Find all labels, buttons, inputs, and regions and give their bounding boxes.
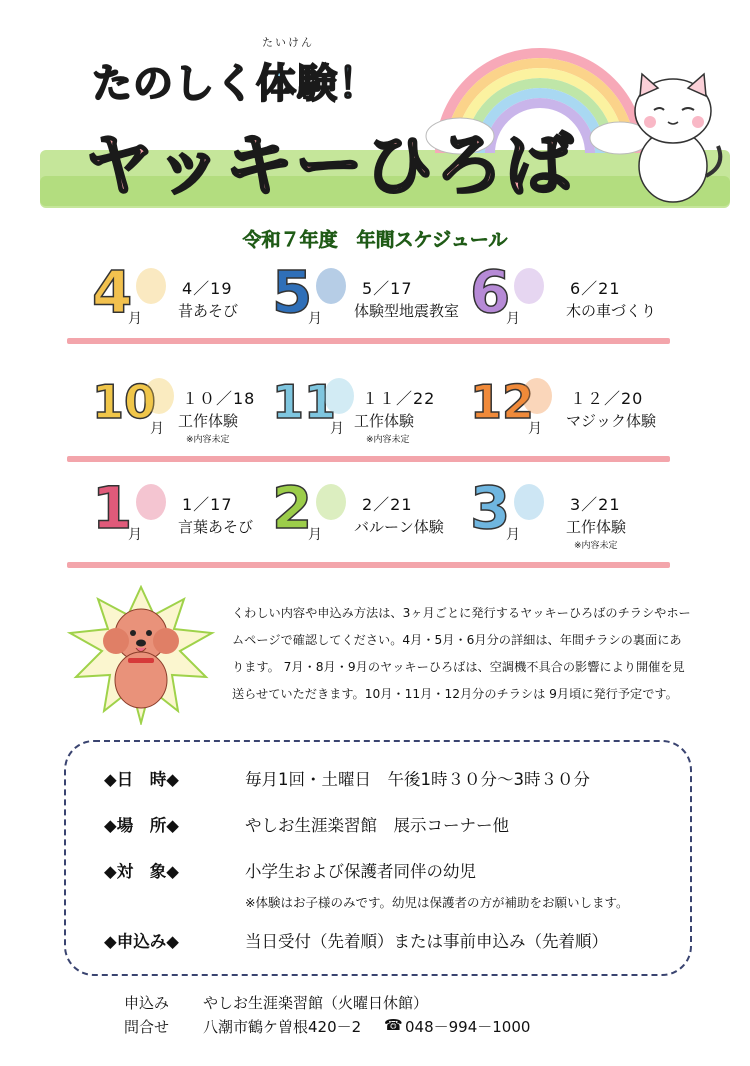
event-activity: 工作体験 [178,412,239,430]
month-illustration-icon [316,268,346,304]
month-illustration-icon [324,378,354,414]
month-illustration-icon [144,378,174,414]
month-char: 月 [308,527,322,543]
month-number: 3 [470,474,511,542]
month-illustration-icon [136,484,166,520]
event-activity: マジック体験 [566,412,657,430]
month-char: 月 [330,421,344,437]
datetime-value: 毎月1回・土曜日 午後1時３０分～3時３０分 [245,770,590,789]
subtitle: たのしく体験！ [92,61,379,107]
event-date: 1／17 [182,495,233,514]
event-date: １０／18 [182,389,256,408]
month-number: 2 [272,474,313,542]
month-illustration-icon [514,268,544,304]
event-date: 5／17 [362,279,413,298]
apply-value: 当日受付（先着順）または事前申込み（先着順） [245,932,608,951]
month-cell [470,372,657,444]
event-activity: 言葉あそび [178,518,254,536]
month-illustration-icon [316,484,346,520]
month-char: 月 [528,421,542,437]
month-number: 4 [92,258,133,326]
cat-mascot-icon [618,66,728,206]
event-note: ※内容未定 [186,435,230,445]
target-note: ※体験はお子様のみです。幼児は保護者の方が補助をお願いします。 [245,895,629,910]
event-date: 4／19 [182,279,233,298]
event-date: １１／22 [362,389,436,408]
month-illustration-icon [522,378,552,414]
month-cell [272,372,450,444]
poodle-dog-icon [66,585,216,725]
divider [67,562,670,568]
month-cell [272,474,450,550]
divider [67,456,670,462]
place-label: ◆場 所◆ [104,816,179,835]
month-char: 月 [128,311,142,327]
event-date: 6／21 [570,279,621,298]
event-activity: 木の車づくり [566,302,657,320]
phone-icon: ☎ [384,1016,403,1034]
footer-address: 八潮市鶴ケ曽根420－2 [203,1018,362,1036]
month-char: 月 [150,421,164,437]
month-cell [92,258,270,334]
footer-apply-value: やしお生涯楽習館（火曜日休館） [203,994,429,1012]
datetime-label: ◆日 時◆ [104,770,179,789]
month-number: 1 [92,474,133,542]
month-number: 5 [272,258,313,326]
event-date: 2／21 [362,495,413,514]
apply-label: ◆申込み◆ [104,932,179,951]
footer-contact-label: 問合せ [124,1018,170,1036]
event-activity: 昔あそび [178,302,239,320]
month-number: 12 [470,375,535,429]
month-illustration-icon [514,484,544,520]
month-illustration-icon [136,268,166,304]
event-activity: 体験型地震教室 [354,302,460,320]
main-title: ヤッキーひろば [85,127,576,206]
month-number: 10 [92,375,157,429]
month-char: 月 [506,311,520,327]
month-number: 11 [272,375,337,429]
event-activity: 工作体験 [354,412,415,430]
target-label: ◆対 象◆ [104,862,179,881]
event-date: １２／20 [570,389,644,408]
month-cell [470,258,657,334]
description-text: くわしい内容や申込み方法は、3ヶ月ごとに発行するヤッキーひろばのチラシやホームページで確認してください。4月・5月・6月分の詳細は、年間チラシの裏面にあります。 7月・8月・9月のヤッキーひろばは、空調機不具合の影響により開催を見送らせていただきます。10月・11月・12月分のチラシは 9月頃に発行予定です。 [232,606,691,701]
month-char: 月 [506,527,520,543]
event-date: 3／21 [570,495,621,514]
footer-apply-label: 申込み [124,994,170,1012]
event-activity: 工作体験 [566,518,627,536]
month-cell [92,474,270,550]
event-activity: バルーン体験 [354,518,444,536]
divider [67,338,670,344]
subtitle-ruby: たいけん [262,36,314,49]
month-cell [470,474,648,551]
month-number: 6 [470,258,511,326]
event-note: ※内容未定 [574,541,618,551]
target-value: 小学生および保護者同伴の幼児 [245,862,476,881]
footer-phone: 048－994－1000 [405,1018,531,1036]
month-char: 月 [308,311,322,327]
place-value: やしお生涯楽習館 展示コーナー他 [245,816,509,835]
schedule-heading: 令和７年度 年間スケジュール [242,229,508,251]
month-cell [272,258,460,334]
event-note: ※内容未定 [366,435,410,445]
month-cell [92,372,270,444]
month-char: 月 [128,527,142,543]
